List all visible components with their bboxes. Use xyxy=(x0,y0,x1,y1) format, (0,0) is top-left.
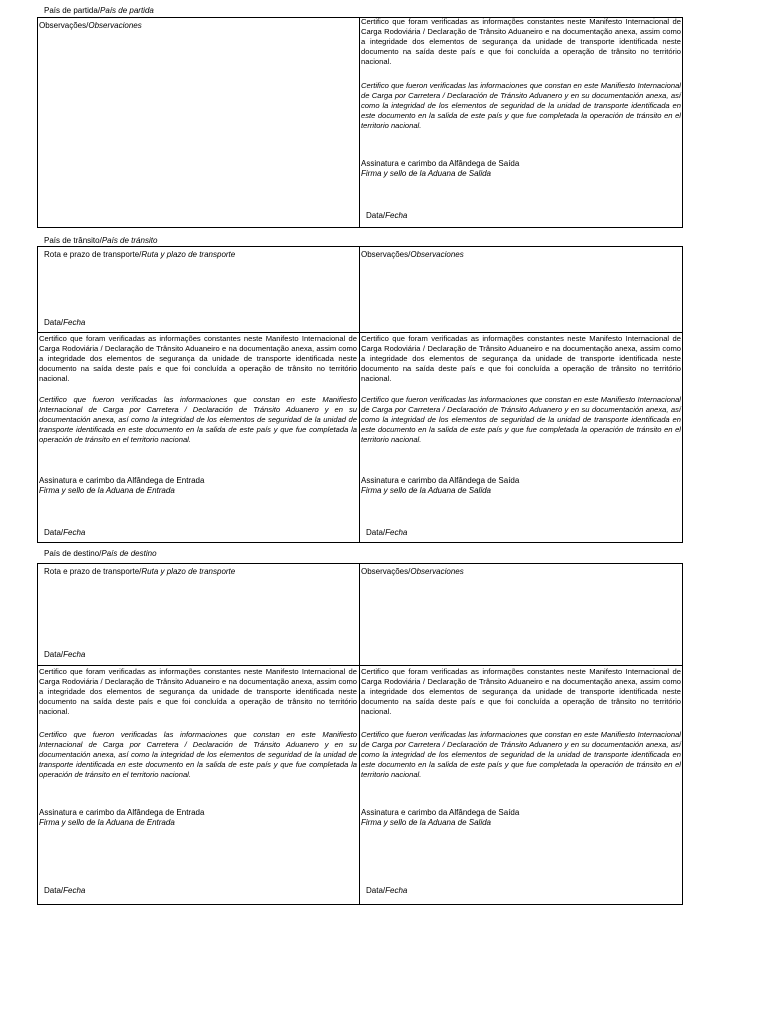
date-label-es: Fecha xyxy=(385,211,408,220)
date-label-es: Fecha xyxy=(385,886,408,895)
route-date-field[interactable] xyxy=(44,318,85,328)
signature-label-pt: Assinatura e carimbo da Alfândega de Entrada xyxy=(39,476,205,485)
divider xyxy=(359,563,360,905)
date-label-pt: Data/ xyxy=(366,211,386,220)
date-label-es: Fecha xyxy=(63,886,86,895)
transit-country-header xyxy=(44,236,157,246)
certification-text-pt: Certifico que foram verificadas as informações constantes neste Manifesto Internacional de Carga Rodoviária / Declaração de Trânsito Aduaneiro e na documentação anexa, assim como a integridade dos elementos de segurança da unidade de transporte identificada neste documento na saída deste país e que foi concluída a operação de trânsito no território nacional. xyxy=(39,334,357,383)
obs-label-pt: Observações/ xyxy=(361,567,411,576)
certification-text-es: Certifico que fueron verificadas las informaciones que constan en este Manifiesto Internacional de Carga por Carretera / Declaración de Tránsito Aduanero y en su documentación anexa, así como la integridad de los elementos de seguridad de la unidad de transporte identificada en este documento en la salida de este país y que fue completada la operación de tránsito en el territorio nacional. xyxy=(361,395,681,444)
date-field[interactable] xyxy=(366,211,407,221)
header-label-pt: País de destino/ xyxy=(44,549,102,558)
date-label-es: Fecha xyxy=(63,650,86,659)
date-label-pt: Data/ xyxy=(44,528,64,537)
entry-customs-signature xyxy=(39,476,204,496)
obs-label-es: Observaciones xyxy=(410,250,464,259)
entry-date-field[interactable] xyxy=(44,528,85,538)
header-label-pt: País de trânsito/ xyxy=(44,236,102,245)
certification-text-es: Certifico que fueron verificadas las informaciones que constan en este Manifiesto Internacional de Carga por Carretera / Declaración de Tránsito Aduanero y en su documentación anexa, así como la integridad de los elementos de seguridad de la unidad de transporte identificada en este documento en la salida de este país y que fue completada la operación de tránsito en el territorio nacional. xyxy=(39,395,357,444)
route-label xyxy=(44,567,235,577)
header-label-es: País de partida xyxy=(100,6,154,15)
signature-label-pt: Assinatura e carimbo da Alfândega de Entrada xyxy=(39,808,205,817)
route-date-field[interactable] xyxy=(44,650,85,660)
observations-label xyxy=(39,21,142,31)
exit-date-field[interactable] xyxy=(366,528,407,538)
divider xyxy=(359,17,360,228)
certification-text-es: Certifico que fueron verificadas las informaciones que constan en este Manifiesto Internacional de Carga por Carretera / Declaración de Tránsito Aduanero y en su documentación anexa, así como la integridad de los elementos de seguridad de la unidad de transporte identificada en este documento en la salida de este país y que fue completada la operación de tránsito en el territorio nacional. xyxy=(361,730,681,779)
entry-date-field[interactable] xyxy=(44,886,85,896)
observations-label xyxy=(361,567,464,577)
date-label-pt: Data/ xyxy=(366,886,386,895)
exit-customs-signature xyxy=(361,159,519,179)
divider xyxy=(359,246,360,543)
route-label-pt: Rota e prazo de transporte/ xyxy=(44,250,142,259)
date-label-pt: Data/ xyxy=(44,650,64,659)
date-label-pt: Data/ xyxy=(44,886,64,895)
entry-customs-signature xyxy=(39,808,204,828)
route-label-es: Ruta y plazo de transporte xyxy=(141,567,236,576)
route-label-pt: Rota e prazo de transporte/ xyxy=(44,567,142,576)
signature-label-pt: Assinatura e carimbo da Alfândega de Saída xyxy=(361,476,520,485)
route-label-es: Ruta y plazo de transporte xyxy=(141,250,236,259)
signature-label-es: Firma y sello de la Aduana de Salida xyxy=(361,818,491,827)
certification-text-pt: Certifico que foram verificadas as informações constantes neste Manifesto Internacional de Carga Rodoviária / Declaração de Trânsito Aduaneiro e na documentação anexa, assim como a integridade dos elementos de segurança da unidade de transporte identificada neste documento na saída deste país e que foi concluída a operação de trânsito no território nacional. xyxy=(361,17,681,66)
exit-customs-signature xyxy=(361,476,519,496)
signature-label-es: Firma y sello de la Aduana de Entrada xyxy=(39,818,175,827)
route-label xyxy=(44,250,235,260)
date-label-es: Fecha xyxy=(63,318,86,327)
signature-label-es: Firma y sello de la Aduana de Salida xyxy=(361,169,491,178)
header-label-pt: País de partida/ xyxy=(44,6,101,15)
divider xyxy=(37,665,683,666)
signature-label-es: Firma y sello de la Aduana de Salida xyxy=(361,486,491,495)
header-label-es: País de tránsito xyxy=(101,236,158,245)
obs-label-pt: Observações/ xyxy=(361,250,411,259)
destination-country-header xyxy=(44,549,157,559)
date-label-es: Fecha xyxy=(385,528,408,537)
signature-label-pt: Assinatura e carimbo da Alfândega de Saída xyxy=(361,159,520,168)
divider xyxy=(37,332,683,333)
certification-text-es: Certifico que fueron verificadas las informaciones que constan en este Manifiesto Internacional de Carga por Carretera / Declaración de Tránsito Aduanero y en su documentación anexa, así como la integridad de los elementos de seguridad de la unidad de transporte identificada en este documento en la salida de este país y que fue completada la operación de tránsito en el territorio nacional. xyxy=(39,730,357,779)
header-label-es: País de destino xyxy=(101,549,157,558)
obs-label-pt: Observações/ xyxy=(39,21,89,30)
certification-text-pt: Certifico que foram verificadas as informações constantes neste Manifesto Internacional de Carga Rodoviária / Declaração de Trânsito Aduaneiro e na documentação anexa, assim como a integridade dos elementos de segurança da unidade de transporte identificada neste documento na saída deste país e que foi concluída a operação de trânsito no território nacional. xyxy=(361,334,681,383)
certification-text-pt: Certifico que foram verificadas as informações constantes neste Manifesto Internacional de Carga Rodoviária / Declaração de Trânsito Aduaneiro e na documentação anexa, assim como a integridade dos elementos de segurança da unidade de transporte identificada neste documento na saída deste país e que foi concluída a operação de trânsito no território nacional. xyxy=(361,667,681,716)
departure-country-header xyxy=(44,6,154,16)
date-label-pt: Data/ xyxy=(44,318,64,327)
obs-label-es: Observaciones xyxy=(410,567,464,576)
exit-date-field[interactable] xyxy=(366,886,407,896)
signature-label-pt: Assinatura e carimbo da Alfândega de Saída xyxy=(361,808,520,817)
observations-label xyxy=(361,250,464,260)
date-label-pt: Data/ xyxy=(366,528,386,537)
certification-text-pt: Certifico que foram verificadas as informações constantes neste Manifesto Internacional de Carga Rodoviária / Declaração de Trânsito Aduaneiro e na documentação anexa, assim como a integridade dos elementos de segurança da unidade de transporte identificada neste documento na saída deste país e que foi concluída a operação de trânsito no território nacional. xyxy=(39,667,357,716)
certification-text-es: Certifico que fueron verificadas las informaciones que constan en este Manifiesto Internacional de Carga por Carretera / Declaración de Tránsito Aduanero y en su documentación anexa, así como la integridad de los elementos de seguridad de la unidad de transporte identificada en este documento en la salida de este país y que fue completada la operación de tránsito en el territorio nacional. xyxy=(361,81,681,130)
signature-label-es: Firma y sello de la Aduana de Entrada xyxy=(39,486,175,495)
exit-customs-signature xyxy=(361,808,519,828)
date-label-es: Fecha xyxy=(63,528,86,537)
obs-label-es: Observaciones xyxy=(88,21,142,30)
